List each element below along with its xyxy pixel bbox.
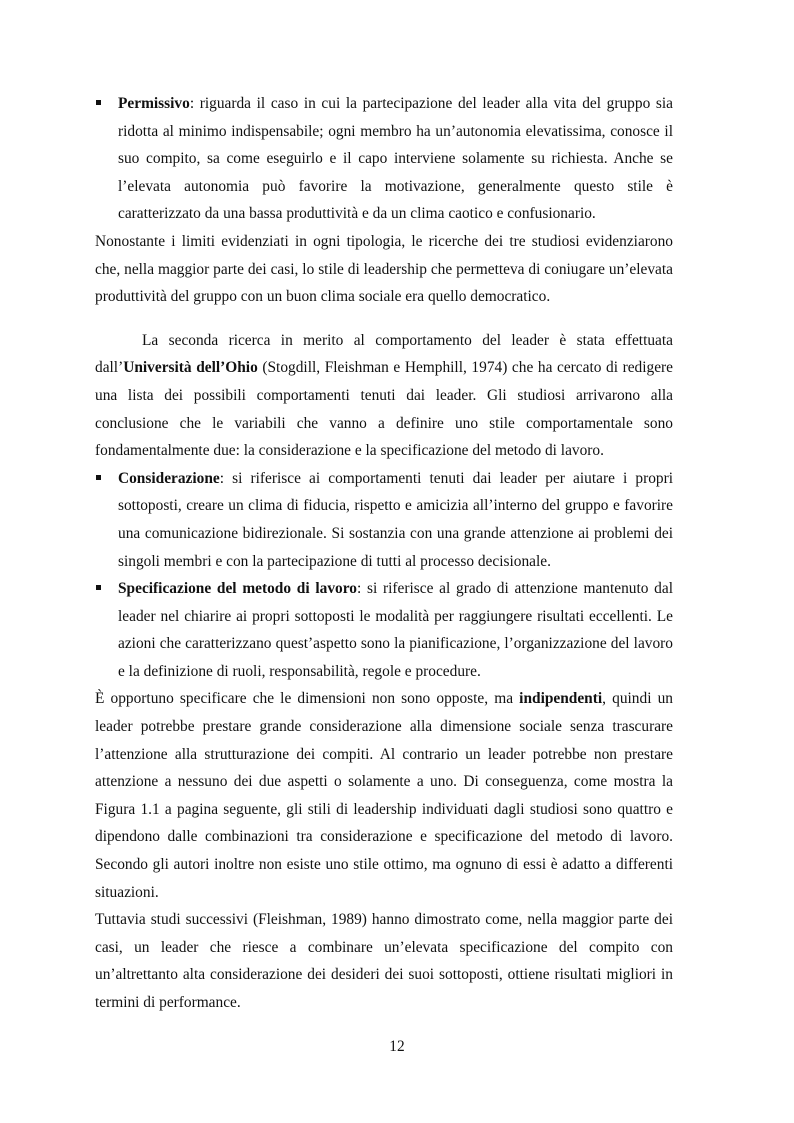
square-bullet-icon (96, 585, 101, 590)
term-specificazione: Specificazione del metodo di lavoro (118, 580, 357, 598)
paragraph-text: La seconda ricerca in merito al comportamento del leader è stata effettuata dall’ (95, 331, 673, 377)
paragraph-text: , quindi un leader potrebbe prestare grande considerazione alla dimensione sociale senza trascurare l’attenzione alla strutturazione dei compiti. Al contrario un leader potrebbe non prestare attenzione a nessuno dei due aspetti o solamente a uno. Di conseguenza, come mostra la Figura 1.1 a pagina seguente, gli stili di leadership individuati dagli studiosi sono quattro e dipendono dalle combinazioni tra considerazione e specificazione del metodo di lavoro. Secondo gli autori inoltre non esiste uno stile ottimo, ma ognuno di essi è adatto a differenti situazioni. (95, 690, 673, 901)
paragraph-later-studies: Tuttavia studi successivi (Fleishman, 1989) hanno dimostrato come, nella maggior parte dei casi, un leader che riesce a combinare un’elevata specificazione del compito con un’altrettanto alta considerazione dei desideri dei suoi sottoposti, ottiene risultati migliori in termini di performance. (95, 911, 673, 1011)
bold-indipendenti: indipendenti (519, 690, 603, 708)
definition-specificazione: : si riferisce al grado di attenzione mantenuto dal leader nel chiarire ai propri sottoposti le modalità per raggiungere risultati eccellenti. Le azioni che caratterizzano quest’aspetto sono la pianificazione, l’organizzazione del lavoro e la definizione di ruoli, responsabilità, regole e procedure. (118, 580, 673, 680)
square-bullet-icon (96, 100, 101, 105)
bold-ohio: Università dell’Ohio (123, 359, 258, 377)
paragraph-text: (Stogdill, Fleishman e Hemphill, 1974) che ha cercato di redigere una lista dei possibili comportamenti tenuti dai leader. Gli studiosi arrivarono alla conclusione che le variabili che vanno a definire uno stile comportamentale sono fondamentalmente due: la considerazione e la specificazione del metodo di lavoro. (95, 359, 673, 460)
term-permissivo: Permissivo (118, 95, 190, 112)
list-item-considerazione (95, 465, 673, 575)
definition-permissivo: : riguarda il caso in cui la partecipazione del leader alla vita del gruppo sia ridotta al minimo indispensabile; ogni membro ha un’autonomia elevatissima, conosce il suo compito, sa come eseguirlo e il capo interviene solamente su richiesta. Anche se l’elevata autonomia può favorire la motivazione, generalmente questo stile è caratterizzato da una bassa produttività e da un clima caotico e confusionario. (118, 95, 673, 223)
term-considerazione: Considerazione (118, 469, 220, 487)
paragraph-ohio-research (95, 327, 673, 465)
square-bullet-icon (96, 475, 101, 480)
paragraph-conclusion: Nonostante i limiti evidenziati in ogni tipologia, le ricerche dei tre studiosi evidenziarono che, nella maggior parte dei casi, lo stile di leadership che permetteva di coniugare un’elevata produttività del gruppo con un buon clima sociale era quello democratico. (95, 232, 673, 306)
paragraph-text: È opportuno specificare che le dimensioni non sono opposte, ma (95, 690, 520, 708)
definition-considerazione: : si riferisce ai comportamenti tenuti dai leader per aiutare i propri sottoposti, creare un clima di fiducia, rispetto e amicizia all’interno del gruppo e favorire una comunicazione bidirezionale. Si sostanzia con una grande attenzione ai problemi dei singoli membri e con la partecipazione di tutti al processo decisionale. (118, 469, 673, 570)
page-number: 12 (389, 1038, 405, 1055)
list-item-permissivo (95, 90, 673, 228)
paragraph-dimensions (95, 685, 673, 906)
list-item-specificazione (95, 575, 673, 685)
page-body (95, 90, 673, 1017)
